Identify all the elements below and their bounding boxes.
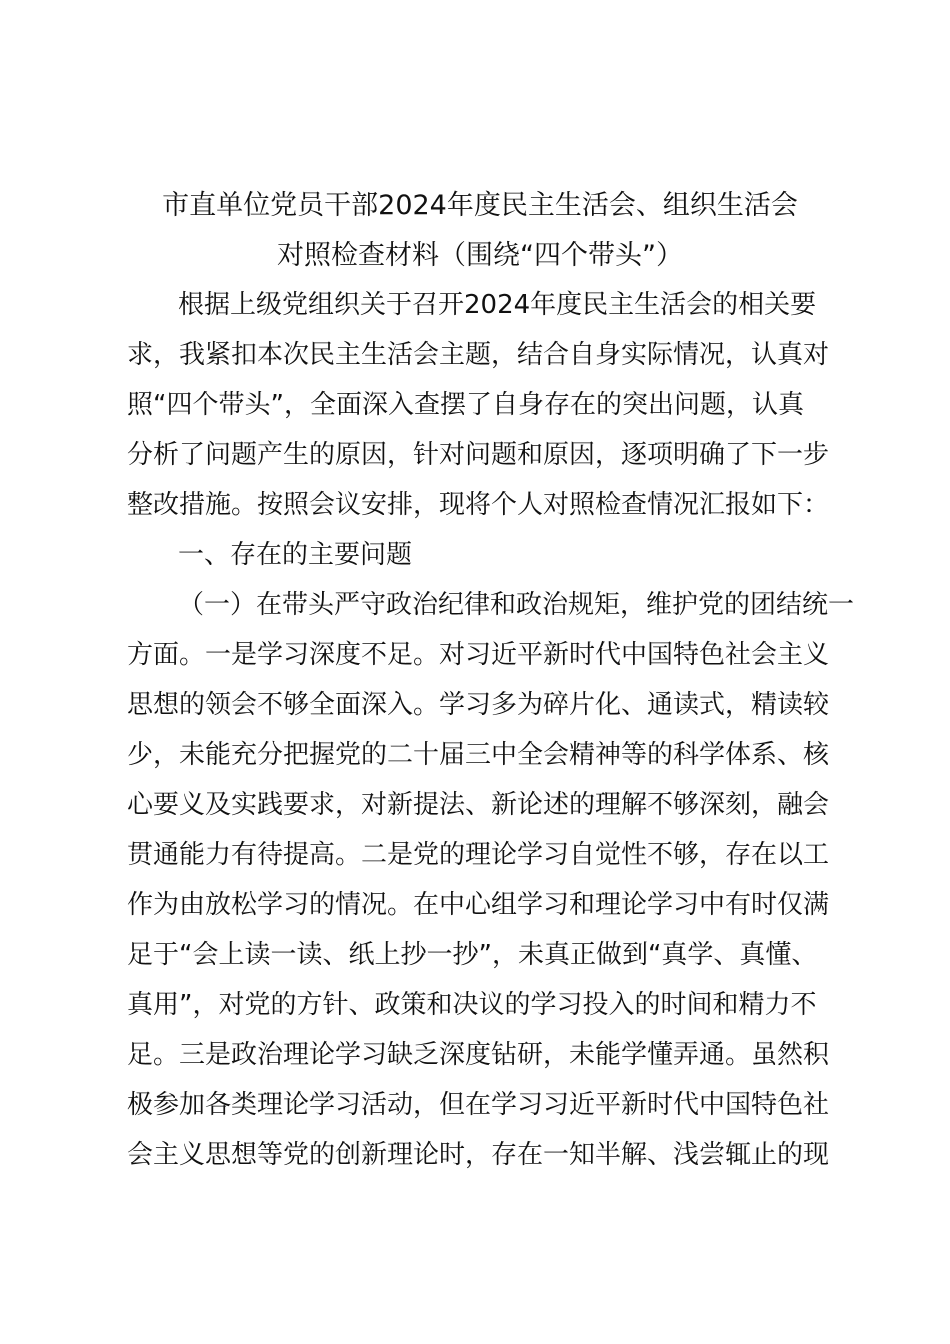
body-line: 根据上级党组织关于召开2024年度民主生活会的相关要 bbox=[178, 290, 817, 320]
body-line: 心要义及实践要求，对新提法、新论述的理解不够深刻，融会 bbox=[127, 790, 830, 820]
body-line: 分析了问题产生的原因，针对问题和原因，逐项明确了下一步 bbox=[127, 440, 830, 470]
body-line: 少，未能充分把握党的二十届三中全会精神等的科学体系、核 bbox=[127, 740, 830, 770]
body-line: 照“四个带头”，全面深入查摆了自身存在的突出问题，认真 bbox=[127, 390, 804, 420]
body-line: 贯通能力有待提高。二是党的理论学习自觉性不够，存在以工 bbox=[127, 840, 830, 870]
body-line: 作为由放松学习的情况。在中心组学习和理论学习中有时仅满 bbox=[127, 890, 830, 920]
body-line: 求，我紧扣本次民主生活会主题，结合自身实际情况，认真对 bbox=[127, 340, 830, 370]
body-line: 思想的领会不够全面深入。学习多为碎片化、通读式，精读较 bbox=[127, 690, 830, 720]
body-line: 足。三是政治理论学习缺乏深度钻研，未能学懂弄通。虽然积 bbox=[127, 1040, 830, 1070]
document-title-line-1: 市直单位党员干部2024年度民主生活会、组织生活会 bbox=[162, 190, 798, 221]
body-line: 方面。一是学习深度不足。对习近平新时代中国特色社会主义 bbox=[127, 640, 830, 670]
document-title-line-2: 对照检查材料（围绕“四个带头”） bbox=[277, 240, 683, 271]
body-line: 足于“会上读一读、纸上抄一抄”，未真正做到“真学、真懂、 bbox=[127, 940, 818, 970]
body-line: （一）在带头严守政治纪律和政治规矩，维护党的团结统一 bbox=[178, 590, 855, 620]
section-heading: 一、存在的主要问题 bbox=[178, 540, 413, 570]
body-line: 会主义思想等党的创新理论时，存在一知半解、浅尝辄止的现 bbox=[127, 1140, 830, 1170]
body-line: 整改措施。按照会议安排，现将个人对照检查情况汇报如下： bbox=[127, 490, 830, 520]
body-line: 真用”，对党的方针、政策和决议的学习投入的时间和精力不 bbox=[127, 990, 817, 1020]
body-line: 极参加各类理论学习活动，但在学习习近平新时代中国特色社 bbox=[127, 1090, 830, 1120]
